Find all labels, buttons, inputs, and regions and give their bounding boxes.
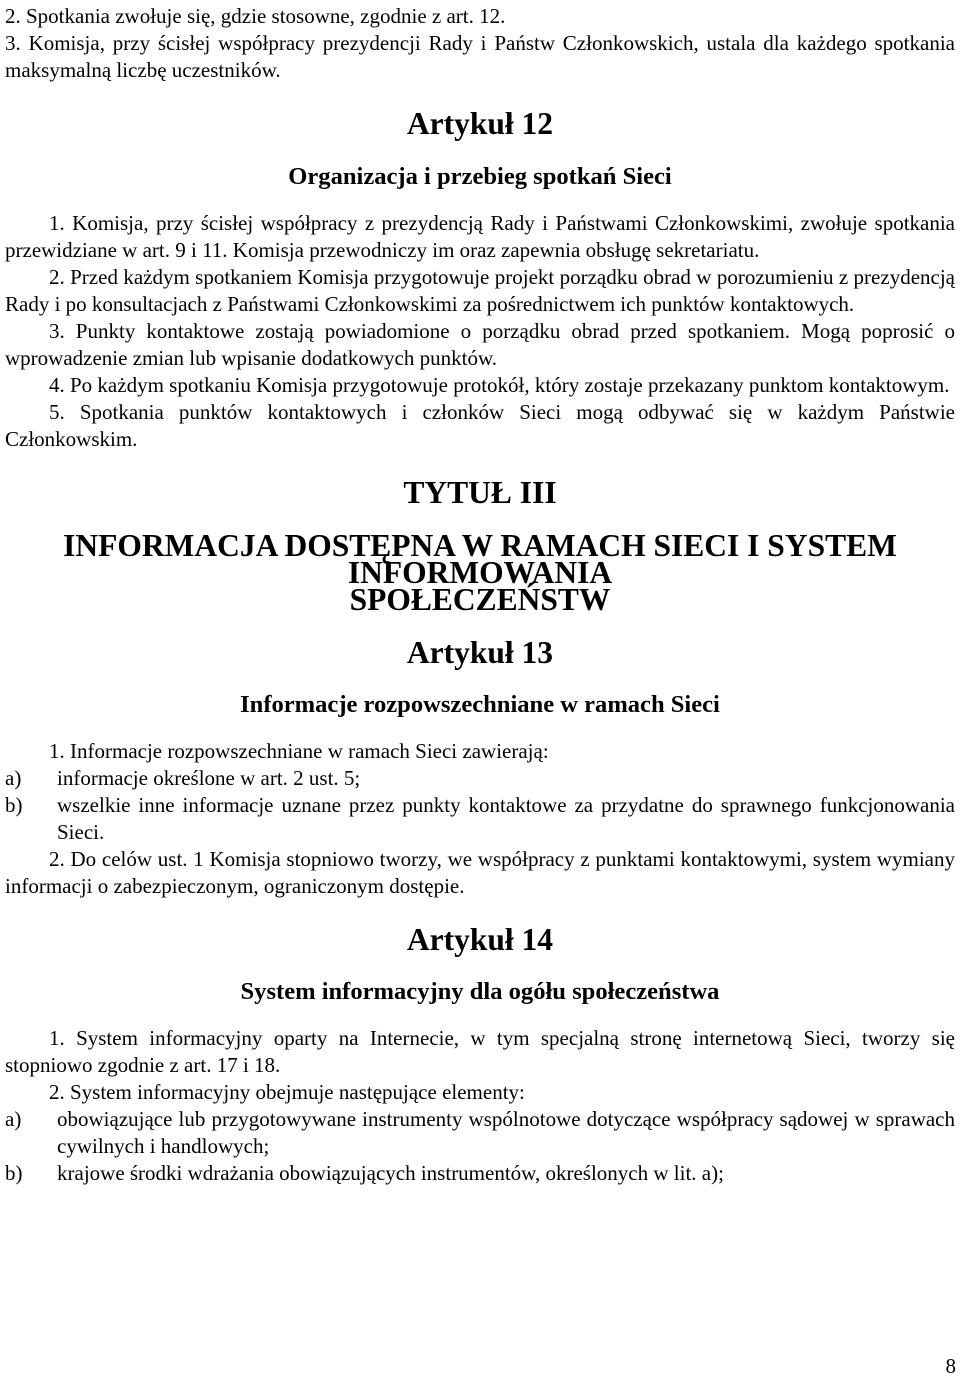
- list-item-text: wszelkie inne informacje uznane przez punkty kontaktowe za przydatne do sprawnego funkcjonowania Sieci.: [57, 793, 955, 844]
- document-page: [5, 0, 955, 1187]
- title-iii-heading-line-1: INFORMACJA DOSTĘPNA W RAMACH SIECI I SYSTEM INFORMOWANIA: [63, 528, 897, 590]
- article-14-paragraph-1: 1. System informacyjny oparty na Internecie, w tym specjalną stronę internetową Sieci, tworzy się stopniowo zgodnie z art. 17 i 18.: [5, 1026, 955, 1077]
- article-13-list-item-b: [5, 792, 955, 846]
- list-item-label: b): [5, 1161, 23, 1185]
- article-13-paragraph-1: 1. Informacje rozpowszechniane w ramach Sieci zawierają:: [49, 739, 549, 763]
- article-12-title: Artykuł 12: [406, 106, 554, 141]
- list-item-text: informacje określone w art. 2 ust. 5;: [57, 766, 361, 790]
- article-12-paragraph-3: 3. Punkty kontaktowe zostają powiadomione o porządku obrad przed spotkaniem. Mogą poprosić o wprowadzenie zmian lub wpisanie dodatkowych punktów.: [5, 319, 955, 370]
- list-item-label: a): [5, 766, 22, 790]
- article-13-list-item-a: [5, 765, 955, 792]
- article-14-paragraph-2: 2. System informacyjny obejmuje następujące elementy:: [49, 1080, 525, 1104]
- article-13-paragraph-2: 2. Do celów ust. 1 Komisja stopniowo tworzy, we współpracy z punktami kontaktowymi, system wymiany informacji o zabezpieczonym, ograniczonym dostępie.: [5, 847, 955, 898]
- article-14-list-item-a: [5, 1106, 955, 1160]
- article-14-subtitle: System informacyjny dla ogółu społeczeństwa: [240, 978, 720, 1005]
- article-12-paragraph-4: 4. Po każdym spotkaniu Komisja przygotowuje protokół, który zostaje przekazany punktom kontaktowym.: [49, 373, 950, 397]
- article-12-subtitle: Organizacja i przebieg spotkań Sieci: [288, 163, 672, 190]
- paragraph-intro-2: 2. Spotkania zwołuje się, gdzie stosowne, zgodnie z art. 12.: [5, 4, 506, 28]
- title-iii-label: TYTUŁ III: [403, 475, 557, 510]
- list-item-label: b): [5, 793, 23, 817]
- article-12-paragraph-1: 1. Komisja, przy ścisłej współpracy z prezydencją Rady i Państwami Członkowskimi, zwołuje spotkania przewidziane w art. 9 i 11. Komisja przewodniczy im oraz zapewnia obsługę sekretariatu.: [5, 211, 955, 262]
- paragraph-intro-3: 3. Komisja, przy ścisłej współpracy prezydencji Rady i Państw Członkowskich, ustala dla każdego spotkania maksymalną liczbę uczestników.: [5, 31, 955, 82]
- title-iii-heading-line-2: SPOŁECZEŃSTW: [349, 582, 611, 617]
- list-item-text: krajowe środki wdrażania obowiązujących instrumentów, określonych w lit. a);: [57, 1161, 724, 1185]
- article-12-paragraph-5: 5. Spotkania punktów kontaktowych i członków Sieci mogą odbywać się w każdym Państwie Członkowskim.: [5, 400, 955, 451]
- article-14-list-item-b: [5, 1160, 955, 1187]
- article-14-title: Artykuł 14: [406, 922, 554, 957]
- article-13-title: Artykuł 13: [406, 635, 554, 670]
- article-13-subtitle: Informacje rozpowszechniane w ramach Sieci: [240, 691, 720, 718]
- list-item-text: obowiązujące lub przygotowywane instrumenty wspólnotowe dotyczące współpracy sądowej w sprawach cywilnych i handlowych;: [57, 1107, 955, 1158]
- page-number: 8: [945, 1354, 956, 1378]
- article-12-paragraph-2: 2. Przed każdym spotkaniem Komisja przygotowuje projekt porządku obrad w porozumieniu z prezydencją Rady i po konsultacjach z Państwami Członkowskimi za pośrednictwem ich punktów kontaktowych.: [5, 265, 955, 316]
- list-item-label: a): [5, 1107, 22, 1131]
